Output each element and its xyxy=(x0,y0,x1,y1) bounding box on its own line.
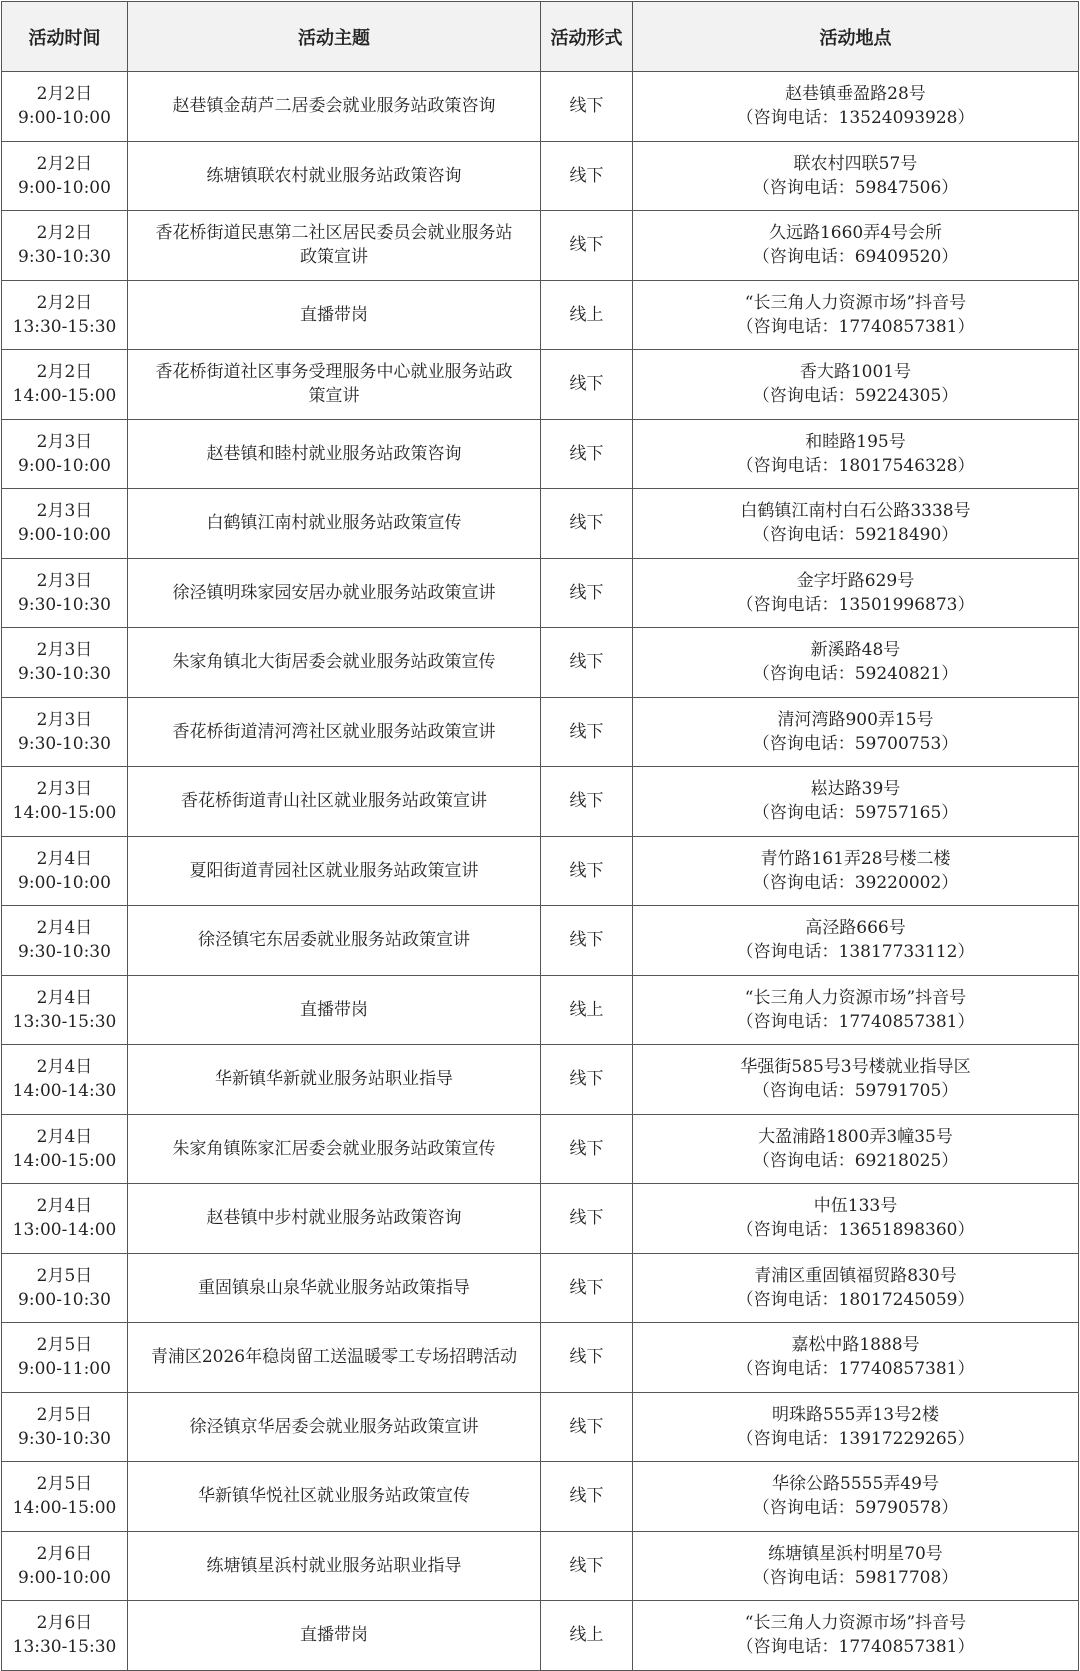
activity-place-cell xyxy=(633,558,1079,628)
activity-address: “长三角人力资源市场”抖音号 xyxy=(744,1613,967,1634)
activity-place-cell xyxy=(633,1601,1079,1671)
activity-form-cell: 线下 xyxy=(541,628,633,698)
activity-topic-cell xyxy=(128,1253,541,1323)
table-row xyxy=(2,767,1079,837)
activity-topic-text: 香花桥街道清河湾社区就业服务站政策宣讲 xyxy=(172,721,496,742)
table-row xyxy=(2,1601,1079,1671)
table-row xyxy=(2,1253,1079,1323)
activity-time-cell xyxy=(2,419,128,489)
activity-time-range: 9:00-10:00 xyxy=(18,108,111,129)
table-row xyxy=(2,1184,1079,1254)
activity-time-cell xyxy=(2,1462,128,1532)
activity-time-range: 13:00-14:00 xyxy=(12,1220,117,1241)
activity-place-cell xyxy=(633,906,1079,976)
activity-phone: （咨询电话：13651898360） xyxy=(736,1220,975,1241)
activity-phone: （咨询电话：17740857381） xyxy=(736,1011,975,1032)
activity-topic-text: 策宣讲 xyxy=(308,386,360,407)
activity-schedule-table xyxy=(1,1,1079,1671)
activity-date: 2月5日 xyxy=(36,1335,93,1356)
activity-address: 青浦区重固镇福贸路830号 xyxy=(754,1265,957,1286)
table-row xyxy=(2,906,1079,976)
activity-topic-cell xyxy=(128,419,541,489)
activity-time-range: 9:30-10:30 xyxy=(18,733,111,754)
activity-topic-cell xyxy=(128,1531,541,1601)
activity-topic-text: 直播带岗 xyxy=(300,999,368,1020)
activity-form-cell: 线下 xyxy=(541,1462,633,1532)
activity-address: 崧达路39号 xyxy=(810,779,901,800)
activity-form-cell: 线下 xyxy=(541,558,633,628)
activity-topic-text: 徐泾镇京华居委会就业服务站政策宣讲 xyxy=(189,1416,479,1437)
activity-topic-cell xyxy=(128,1323,541,1393)
activity-place-cell xyxy=(633,1184,1079,1254)
activity-place-cell xyxy=(633,975,1079,1045)
activity-place-cell xyxy=(633,767,1079,837)
activity-date: 2月3日 xyxy=(36,640,93,661)
activity-topic-cell xyxy=(128,1462,541,1532)
activity-time-range: 13:30-15:30 xyxy=(12,316,117,337)
activity-date: 2月4日 xyxy=(36,918,93,939)
activity-phone: （咨询电话：59791705） xyxy=(752,1081,959,1102)
activity-date: 2月3日 xyxy=(36,431,93,452)
activity-form-cell: 线上 xyxy=(541,280,633,350)
activity-topic-cell xyxy=(128,211,541,281)
activity-date: 2月4日 xyxy=(36,1196,93,1217)
activity-place-cell xyxy=(633,1253,1079,1323)
activity-topic-cell xyxy=(128,280,541,350)
table-row xyxy=(2,1531,1079,1601)
table-row xyxy=(2,419,1079,489)
activity-time-range: 14:00-14:30 xyxy=(12,1081,117,1102)
table-row xyxy=(2,697,1079,767)
table-row xyxy=(2,1392,1079,1462)
activity-address: 新溪路48号 xyxy=(810,640,901,661)
activity-time-cell xyxy=(2,1184,128,1254)
activity-date: 2月3日 xyxy=(36,501,93,522)
activity-phone: （咨询电话：39220002） xyxy=(752,872,959,893)
activity-form-cell: 线下 xyxy=(541,72,633,142)
activity-topic-cell xyxy=(128,1392,541,1462)
activity-topic-cell xyxy=(128,141,541,211)
table-row xyxy=(2,211,1079,281)
activity-form-cell: 线下 xyxy=(541,141,633,211)
activity-address: 中伍133号 xyxy=(813,1196,898,1217)
activity-form-cell: 线下 xyxy=(541,767,633,837)
activity-place-cell xyxy=(633,280,1079,350)
activity-time-range: 14:00-15:00 xyxy=(12,386,117,407)
activity-form-cell: 线上 xyxy=(541,975,633,1045)
activity-address: 白鹤镇江南村白石公路3338号 xyxy=(740,501,971,522)
activity-time-cell xyxy=(2,350,128,420)
activity-topic-cell xyxy=(128,975,541,1045)
activity-date: 2月3日 xyxy=(36,779,93,800)
activity-time-cell xyxy=(2,767,128,837)
activity-topic-cell xyxy=(128,489,541,559)
activity-time-cell xyxy=(2,1114,128,1184)
activity-phone: （咨询电话：59240821） xyxy=(752,664,959,685)
activity-place-cell xyxy=(633,1462,1079,1532)
activity-date: 2月4日 xyxy=(36,848,93,869)
activity-topic-cell xyxy=(128,1601,541,1671)
activity-date: 2月6日 xyxy=(36,1543,93,1564)
activity-form-cell: 线下 xyxy=(541,1392,633,1462)
activity-form-cell: 线下 xyxy=(541,489,633,559)
activity-time-range: 14:00-15:00 xyxy=(12,1498,117,1519)
activity-time-range: 9:00-10:30 xyxy=(18,1289,111,1310)
activity-topic-text: 华新镇华悦社区就业服务站政策宣传 xyxy=(198,1486,470,1507)
activity-time-range: 9:00-11:00 xyxy=(18,1359,111,1380)
activity-address: 赵巷镇垂盈路28号 xyxy=(785,84,926,105)
activity-time-range: 13:30-15:30 xyxy=(12,1011,117,1032)
activity-date: 2月2日 xyxy=(36,84,93,105)
activity-time-range: 14:00-15:00 xyxy=(12,1150,117,1171)
activity-place-cell xyxy=(633,489,1079,559)
activity-form-cell: 线下 xyxy=(541,906,633,976)
activity-topic-cell xyxy=(128,558,541,628)
activity-date: 2月4日 xyxy=(36,1057,93,1078)
activity-place-cell xyxy=(633,1392,1079,1462)
activity-time-cell xyxy=(2,72,128,142)
activity-topic-cell xyxy=(128,628,541,698)
activity-phone: （咨询电话：13917229265） xyxy=(736,1428,975,1449)
activity-address: 华徐公路5555弄49号 xyxy=(772,1474,939,1495)
activity-topic-text: 香花桥街道社区事务受理服务中心就业服务站政 xyxy=(155,362,513,383)
activity-time-range: 9:30-10:30 xyxy=(18,664,111,685)
activity-form-cell: 线下 xyxy=(541,1531,633,1601)
activity-phone: （咨询电话：59817708） xyxy=(752,1567,959,1588)
activity-time-range: 13:30-15:30 xyxy=(12,1637,117,1658)
activity-place-cell xyxy=(633,836,1079,906)
activity-address: “长三角人力资源市场”抖音号 xyxy=(744,292,967,313)
activity-date: 2月2日 xyxy=(36,292,93,313)
activity-form-cell: 线下 xyxy=(541,1045,633,1115)
activity-form-cell: 线下 xyxy=(541,1184,633,1254)
activity-time-cell xyxy=(2,697,128,767)
activity-topic-text: 徐泾镇宅东居委就业服务站政策宣讲 xyxy=(198,930,470,951)
activity-form-cell: 线下 xyxy=(541,1253,633,1323)
activity-date: 2月2日 xyxy=(36,223,93,244)
activity-phone: （咨询电话：13524093928） xyxy=(736,108,975,129)
activity-topic-text: 白鹤镇江南村就业服务站政策宣传 xyxy=(206,513,462,534)
activity-phone: （咨询电话：59700753） xyxy=(752,733,959,754)
activity-address: 清河湾路900弄15号 xyxy=(777,709,934,730)
table-row xyxy=(2,280,1079,350)
activity-topic-text: 夏阳街道青园社区就业服务站政策宣讲 xyxy=(189,860,479,881)
activity-time-range: 9:00-10:00 xyxy=(18,177,111,198)
activity-form-cell: 线下 xyxy=(541,836,633,906)
activity-time-cell xyxy=(2,1531,128,1601)
table-header-row xyxy=(2,2,1079,72)
table-row xyxy=(2,72,1079,142)
activity-phone: （咨询电话：17740857381） xyxy=(736,1637,975,1658)
activity-topic-text: 赵巷镇中步村就业服务站政策咨询 xyxy=(206,1208,462,1229)
activity-place-cell xyxy=(633,697,1079,767)
activity-topic-text: 香花桥街道民惠第二社区居民委员会就业服务站 xyxy=(155,223,513,244)
activity-time-cell xyxy=(2,1323,128,1393)
activity-topic-text: 朱家角镇陈家汇居委会就业服务站政策宣传 xyxy=(172,1138,496,1159)
table-row xyxy=(2,1462,1079,1532)
activity-form-cell: 线下 xyxy=(541,697,633,767)
activity-form-cell: 线下 xyxy=(541,1114,633,1184)
activity-address: 联农村四联57号 xyxy=(793,153,918,174)
activity-address: 青竹路161弄28号楼二楼 xyxy=(760,848,951,869)
activity-phone: （咨询电话：59790578） xyxy=(752,1498,959,1519)
activity-form-cell: 线下 xyxy=(541,419,633,489)
activity-phone: （咨询电话：59218490） xyxy=(752,525,959,546)
activity-phone: （咨询电话：59757165） xyxy=(752,803,959,824)
table-row xyxy=(2,1323,1079,1393)
activity-topic-text: 青浦区2026年稳岗留工送温暖零工专场招聘活动 xyxy=(150,1347,518,1368)
table-row xyxy=(2,350,1079,420)
activity-place-cell xyxy=(633,1323,1079,1393)
activity-time-range: 9:00-10:00 xyxy=(18,1567,111,1588)
header-topic: 活动主题 xyxy=(128,2,541,72)
activity-address: 高泾路666号 xyxy=(805,918,906,939)
activity-phone: （咨询电话：18017546328） xyxy=(736,455,975,476)
activity-place-cell xyxy=(633,211,1079,281)
activity-date: 2月5日 xyxy=(36,1265,93,1286)
activity-phone: （咨询电话：59224305） xyxy=(752,386,959,407)
activity-form-cell: 线下 xyxy=(541,1323,633,1393)
header-place: 活动地点 xyxy=(633,2,1079,72)
activity-topic-cell xyxy=(128,906,541,976)
table-row xyxy=(2,836,1079,906)
activity-topic-text: 赵巷镇和睦村就业服务站政策咨询 xyxy=(206,443,462,464)
activity-topic-cell xyxy=(128,350,541,420)
activity-time-cell xyxy=(2,280,128,350)
activity-time-range: 9:00-10:00 xyxy=(18,455,111,476)
activity-topic-cell xyxy=(128,1114,541,1184)
activity-time-range: 9:30-10:30 xyxy=(18,247,111,268)
activity-date: 2月2日 xyxy=(36,153,93,174)
activity-address: 华强街585号3号楼就业指导区 xyxy=(740,1057,971,1078)
activity-time-cell xyxy=(2,141,128,211)
activity-date: 2月3日 xyxy=(36,570,93,591)
activity-time-cell xyxy=(2,1045,128,1115)
activity-date: 2月4日 xyxy=(36,1126,93,1147)
activity-time-cell xyxy=(2,1392,128,1462)
activity-address: 明珠路555弄13号2楼 xyxy=(772,1404,939,1425)
activity-time-range: 9:30-10:30 xyxy=(18,1428,111,1449)
activity-phone: （咨询电话：59847506） xyxy=(752,177,959,198)
activity-time-cell xyxy=(2,1253,128,1323)
activity-time-cell xyxy=(2,211,128,281)
activity-time-cell xyxy=(2,906,128,976)
activity-form-cell: 线下 xyxy=(541,211,633,281)
activity-phone: （咨询电话：13501996873） xyxy=(736,594,975,615)
activity-time-range: 9:30-10:30 xyxy=(18,942,111,963)
table-row xyxy=(2,1045,1079,1115)
activity-time-cell xyxy=(2,558,128,628)
activity-address: 大盈浦路1800弄3幢35号 xyxy=(758,1126,953,1147)
activity-topic-cell xyxy=(128,767,541,837)
activity-topic-text: 重固镇泉山泉华就业服务站政策指导 xyxy=(198,1277,470,1298)
activity-time-range: 9:00-10:00 xyxy=(18,872,111,893)
activity-address: 久远路1660弄4号会所 xyxy=(768,223,943,244)
activity-time-cell xyxy=(2,975,128,1045)
activity-place-cell xyxy=(633,1531,1079,1601)
activity-form-cell: 线上 xyxy=(541,1601,633,1671)
activity-date: 2月5日 xyxy=(36,1404,93,1425)
activity-topic-cell xyxy=(128,1184,541,1254)
activity-address: “长三角人力资源市场”抖音号 xyxy=(744,987,967,1008)
activity-topic-text: 直播带岗 xyxy=(300,304,368,325)
activity-date: 2月5日 xyxy=(36,1474,93,1495)
table-row xyxy=(2,975,1079,1045)
activity-place-cell xyxy=(633,72,1079,142)
header-time: 活动时间 xyxy=(2,2,128,72)
activity-topic-text: 徐泾镇明珠家园安居办就业服务站政策宣讲 xyxy=(172,582,496,603)
activity-address: 香大路1001号 xyxy=(799,362,912,383)
activity-place-cell xyxy=(633,141,1079,211)
activity-topic-cell xyxy=(128,697,541,767)
table-row xyxy=(2,489,1079,559)
activity-topic-text: 政策宣讲 xyxy=(300,247,368,268)
activity-date: 2月4日 xyxy=(36,987,93,1008)
table-row xyxy=(2,558,1079,628)
activity-time-cell xyxy=(2,1601,128,1671)
activity-time-cell xyxy=(2,628,128,698)
activity-topic-cell xyxy=(128,836,541,906)
activity-topic-text: 香花桥街道青山社区就业服务站政策宣讲 xyxy=(181,791,487,812)
activity-topic-text: 赵巷镇金葫芦二居委会就业服务站政策咨询 xyxy=(172,96,496,117)
activity-phone: （咨询电话：17740857381） xyxy=(736,316,975,337)
activity-topic-text: 朱家角镇北大街居委会就业服务站政策宣传 xyxy=(172,652,496,673)
activity-time-cell xyxy=(2,489,128,559)
activity-place-cell xyxy=(633,1114,1079,1184)
activity-phone: （咨询电话：18017245059） xyxy=(736,1289,975,1310)
activity-time-cell xyxy=(2,836,128,906)
activity-time-range: 9:30-10:30 xyxy=(18,594,111,615)
activity-place-cell xyxy=(633,419,1079,489)
activity-date: 2月2日 xyxy=(36,362,93,383)
activity-address: 金字圩路629号 xyxy=(796,570,915,591)
activity-time-range: 9:00-10:00 xyxy=(18,525,111,546)
activity-address: 练塘镇星浜村明星70号 xyxy=(768,1543,943,1564)
activity-topic-text: 练塘镇联农村就业服务站政策咨询 xyxy=(206,165,462,186)
activity-date: 2月6日 xyxy=(36,1613,93,1634)
activity-address: 和睦路195号 xyxy=(805,431,906,452)
activity-time-range: 14:00-15:00 xyxy=(12,803,117,824)
activity-place-cell xyxy=(633,350,1079,420)
activity-phone: （咨询电话：69218025） xyxy=(752,1150,959,1171)
activity-topic-text: 直播带岗 xyxy=(300,1625,368,1646)
table-body xyxy=(2,72,1079,1671)
activity-topic-text: 华新镇华新就业服务站职业指导 xyxy=(215,1069,453,1090)
activity-place-cell xyxy=(633,1045,1079,1115)
activity-topic-cell xyxy=(128,72,541,142)
activity-phone: （咨询电话：17740857381） xyxy=(736,1359,975,1380)
activity-date: 2月3日 xyxy=(36,709,93,730)
table-row xyxy=(2,1114,1079,1184)
activity-address: 嘉松中路1888号 xyxy=(791,1335,920,1356)
activity-place-cell xyxy=(633,628,1079,698)
activity-form-cell: 线下 xyxy=(541,350,633,420)
activity-phone: （咨询电话：13817733112） xyxy=(736,942,975,963)
activity-topic-text: 练塘镇星浜村就业服务站职业指导 xyxy=(206,1555,462,1576)
header-form: 活动形式 xyxy=(541,2,633,72)
activity-topic-cell xyxy=(128,1045,541,1115)
table-row xyxy=(2,628,1079,698)
activity-phone: （咨询电话：69409520） xyxy=(752,247,959,268)
table-row xyxy=(2,141,1079,211)
